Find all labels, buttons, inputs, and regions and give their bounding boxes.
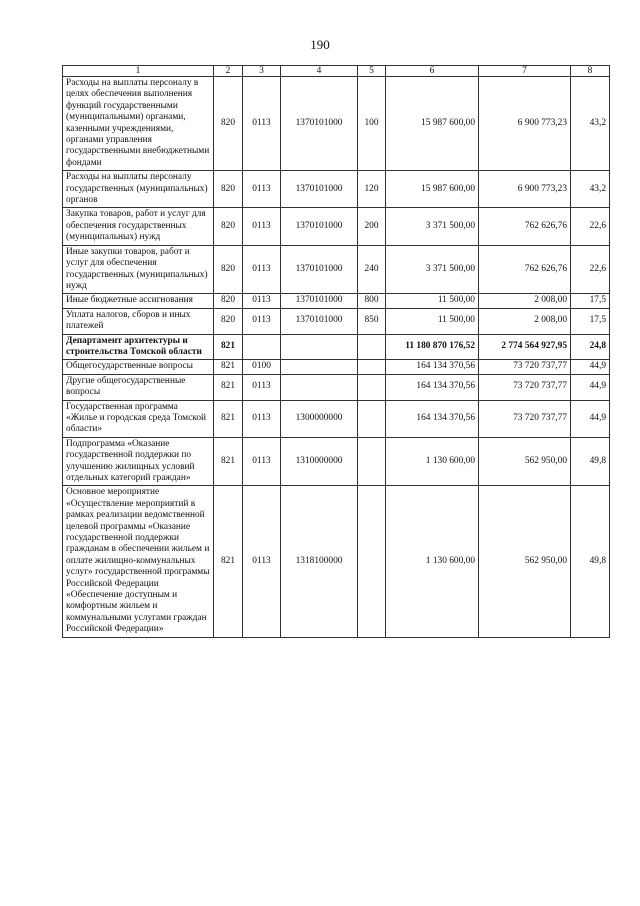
header-cell: 3 [243, 66, 281, 77]
cell-target-code: 1370101000 [281, 294, 358, 308]
cell-target-code [281, 374, 358, 400]
cell-expense-type: 800 [358, 294, 386, 308]
cell-name: Расходы на выплаты персоналу в целях обеспечения выполнения функций государственными (муниципальными) органами, казенными учреждениями, органами управления государственными внебюджетными фондами [63, 77, 214, 171]
cell-name: Основное мероприятие «Осуществление мероприятий в рамках реализации ведомственной целевой программы «Оказание государственной поддержки гражданам в обеспечении жильем и оплате жилищно-коммунальных услуг» государственной программы Российской Федерации «Обеспечение доступным и комфортным жильем и коммунальными услугами граждан Российской Федерации» [63, 486, 214, 637]
cell-plan-amount: 15 987 600,00 [386, 171, 479, 208]
cell-section-code: 0113 [243, 294, 281, 308]
cell-actual-amount: 6 900 773,23 [479, 171, 571, 208]
cell-actual-amount: 762 626,76 [479, 208, 571, 245]
table-row [63, 208, 610, 245]
table-row [63, 437, 610, 486]
cell-name: Иные бюджетные ассигнования [63, 294, 214, 308]
header-row [63, 66, 610, 77]
cell-section-code [243, 334, 281, 360]
cell-name: Иные закупки товаров, работ и услуг для обеспечения государственных (муниципальных) нужд [63, 245, 214, 294]
cell-name: Общегосударственные вопросы [63, 360, 214, 374]
cell-admin-code: 820 [214, 208, 243, 245]
cell-section-code: 0113 [243, 77, 281, 171]
cell-actual-amount: 2 774 564 927,95 [479, 334, 571, 360]
cell-actual-amount: 2 008,00 [479, 308, 571, 334]
cell-actual-amount: 2 008,00 [479, 294, 571, 308]
cell-target-code: 1370101000 [281, 245, 358, 294]
cell-target-code [281, 334, 358, 360]
cell-target-code [281, 360, 358, 374]
cell-target-code: 1318100000 [281, 486, 358, 637]
header-cell: 6 [386, 66, 479, 77]
cell-percent: 44,9 [571, 360, 610, 374]
cell-admin-code: 820 [214, 171, 243, 208]
header-cell: 5 [358, 66, 386, 77]
cell-plan-amount: 11 180 870 176,52 [386, 334, 479, 360]
cell-percent: 17,5 [571, 294, 610, 308]
cell-admin-code: 820 [214, 77, 243, 171]
cell-section-code: 0113 [243, 437, 281, 486]
cell-actual-amount: 562 950,00 [479, 437, 571, 486]
cell-name: Департамент архитектуры и строительства Томской области [63, 334, 214, 360]
cell-expense-type [358, 437, 386, 486]
header-cell: 4 [281, 66, 358, 77]
cell-admin-code: 821 [214, 360, 243, 374]
cell-section-code: 0113 [243, 171, 281, 208]
table-row [63, 245, 610, 294]
cell-name: Закупка товаров, работ и услуг для обеспечения государственных (муниципальных) нужд [63, 208, 214, 245]
cell-actual-amount: 73 720 737,77 [479, 374, 571, 400]
cell-section-code: 0113 [243, 374, 281, 400]
cell-admin-code: 820 [214, 308, 243, 334]
cell-target-code: 1310000000 [281, 437, 358, 486]
cell-name: Расходы на выплаты персоналу государственных (муниципальных) органов [63, 171, 214, 208]
cell-section-code: 0113 [243, 245, 281, 294]
table-row [63, 334, 610, 360]
cell-admin-code: 820 [214, 294, 243, 308]
cell-plan-amount: 1 130 600,00 [386, 437, 479, 486]
cell-percent: 17,5 [571, 308, 610, 334]
cell-percent: 43,2 [571, 77, 610, 171]
header-cell: 1 [63, 66, 214, 77]
cell-admin-code: 821 [214, 334, 243, 360]
cell-expense-type: 240 [358, 245, 386, 294]
table-row [63, 360, 610, 374]
cell-expense-type [358, 400, 386, 437]
cell-target-code: 1300000000 [281, 400, 358, 437]
cell-expense-type: 200 [358, 208, 386, 245]
header-cell: 8 [571, 66, 610, 77]
cell-section-code: 0113 [243, 400, 281, 437]
cell-expense-type [358, 360, 386, 374]
cell-name: Государственная программа «Жилье и городская среда Томской области» [63, 400, 214, 437]
table-row [63, 374, 610, 400]
cell-expense-type [358, 334, 386, 360]
cell-actual-amount: 6 900 773,23 [479, 77, 571, 171]
cell-plan-amount: 11 500,00 [386, 294, 479, 308]
header-cell: 7 [479, 66, 571, 77]
cell-plan-amount: 1 130 600,00 [386, 486, 479, 637]
cell-plan-amount: 164 134 370,56 [386, 400, 479, 437]
cell-section-code: 0113 [243, 486, 281, 637]
table-row [63, 77, 610, 171]
header-cell: 2 [214, 66, 243, 77]
cell-actual-amount: 73 720 737,77 [479, 360, 571, 374]
cell-expense-type: 850 [358, 308, 386, 334]
cell-expense-type [358, 486, 386, 637]
table-row [63, 294, 610, 308]
cell-plan-amount: 164 134 370,56 [386, 374, 479, 400]
cell-name: Подпрограмма «Оказание государственной поддержки по улучшению жилищных условий отдельных категорий граждан» [63, 437, 214, 486]
cell-percent: 43,2 [571, 171, 610, 208]
cell-plan-amount: 164 134 370,56 [386, 360, 479, 374]
cell-name: Уплата налогов, сборов и иных платежей [63, 308, 214, 334]
budget-table [62, 65, 610, 638]
table-row [63, 486, 610, 637]
cell-target-code: 1370101000 [281, 308, 358, 334]
cell-actual-amount: 73 720 737,77 [479, 400, 571, 437]
cell-percent: 44,9 [571, 400, 610, 437]
cell-plan-amount: 11 500,00 [386, 308, 479, 334]
cell-plan-amount: 15 987 600,00 [386, 77, 479, 171]
table-row [63, 400, 610, 437]
cell-percent: 49,8 [571, 486, 610, 637]
cell-percent: 24,8 [571, 334, 610, 360]
cell-admin-code: 821 [214, 374, 243, 400]
cell-actual-amount: 762 626,76 [479, 245, 571, 294]
cell-percent: 22,6 [571, 245, 610, 294]
cell-percent: 49,8 [571, 437, 610, 486]
table-row [63, 171, 610, 208]
cell-section-code: 0100 [243, 360, 281, 374]
cell-name: Другие общегосударственные вопросы [63, 374, 214, 400]
cell-percent: 44,9 [571, 374, 610, 400]
cell-target-code: 1370101000 [281, 208, 358, 245]
cell-section-code: 0113 [243, 308, 281, 334]
cell-target-code: 1370101000 [281, 171, 358, 208]
page-number: 190 [310, 37, 330, 52]
cell-actual-amount: 562 950,00 [479, 486, 571, 637]
cell-expense-type: 120 [358, 171, 386, 208]
cell-target-code: 1370101000 [281, 77, 358, 171]
cell-admin-code: 821 [214, 486, 243, 637]
cell-expense-type: 100 [358, 77, 386, 171]
cell-admin-code: 820 [214, 245, 243, 294]
cell-admin-code: 821 [214, 400, 243, 437]
cell-percent: 22,6 [571, 208, 610, 245]
cell-expense-type [358, 374, 386, 400]
cell-section-code: 0113 [243, 208, 281, 245]
table-row [63, 308, 610, 334]
cell-plan-amount: 3 371 500,00 [386, 208, 479, 245]
cell-admin-code: 821 [214, 437, 243, 486]
cell-plan-amount: 3 371 500,00 [386, 245, 479, 294]
